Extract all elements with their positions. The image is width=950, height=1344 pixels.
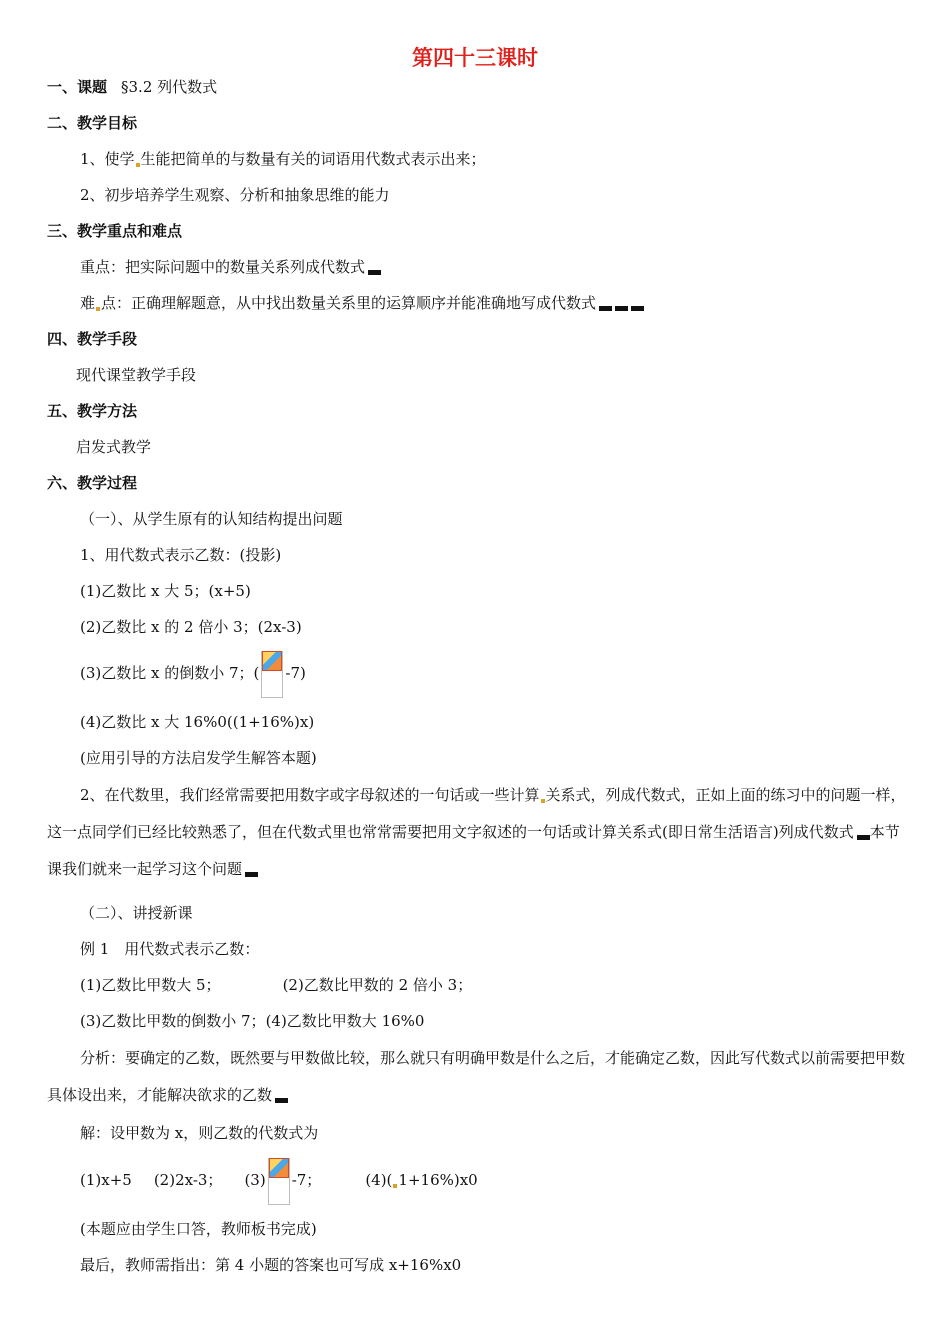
- example-1-row-1: [80, 974, 472, 996]
- goal-1-text-a: 1、使学: [80, 150, 135, 168]
- example-1-item-2: (2)乙数比甲数的 2 倍小 3；: [282, 976, 473, 994]
- section-heading-key-points: 三、教学重点和难点: [47, 222, 183, 240]
- mark-dot: [136, 163, 140, 167]
- question-1-item-4: (4)乙数比 x 大 16%0((1+16%)x): [80, 713, 315, 731]
- fraction-image-icon: [268, 1158, 290, 1205]
- question-1-item-1: (1)乙数比 x 大 5；(x+5): [80, 582, 251, 600]
- section-heading-method: 五、教学方法: [47, 402, 138, 420]
- analysis-paragraph: [47, 1040, 907, 1114]
- answer-4-text-a: (4)(: [365, 1171, 393, 1189]
- section-heading-goals: 二、教学目标: [47, 114, 138, 132]
- answer-4-text-b: 1+16%)x0: [398, 1171, 478, 1189]
- key-point-text: 重点：把实际问题中的数量关系列成代数式: [80, 258, 366, 276]
- teaching-method: 启发式教学: [76, 438, 152, 456]
- question-1-item-3-text-b: -7): [285, 664, 306, 682]
- paragraph-2-text-c: 本节课我们就来一起学习这个问题: [47, 823, 900, 878]
- paragraph-2: [47, 777, 907, 888]
- goal-1: [80, 148, 486, 170]
- mark-dot: [96, 307, 100, 311]
- mark-block: [857, 833, 870, 840]
- question-1-item-3: [80, 650, 306, 698]
- difficult-point-text-b: 点：正确理解题意，从中找出数量关系里的运算顺序并能准确地写成代数式: [101, 294, 597, 312]
- mark-block: [245, 870, 258, 877]
- process-part-1: （一）、从学生原有的认知结构提出问题: [80, 510, 343, 528]
- answer-1: (1)x+5: [80, 1171, 132, 1189]
- process-part-2: （二）、讲授新课: [80, 904, 193, 922]
- final-remark: 最后，教师需指出：第 4 小题的答案也可写成 x+16%x0: [80, 1256, 462, 1274]
- paragraph-2-text-b: 关系式，列成代数式，正如上面的练习中的问题一样，这一点同学们已经比较熟悉了，但在代数式里也常常需要把用文字叙述的一句话或计算关系式(即日常生活语言)列成代数式: [47, 786, 906, 841]
- difficult-point-text-a: 难: [80, 294, 96, 312]
- analysis-text: 分析：要确定的乙数，既然要与甲数做比较，那么就只有明确甲数是什么之后，才能确定乙数，因此写代数式以前需要把甲数具体设出来，才能解决欲求的乙数: [47, 1049, 906, 1104]
- difficult-point: [80, 292, 644, 314]
- example-1: 例 1 用代数式表示乙数：: [80, 940, 260, 958]
- mark-block: [275, 1096, 288, 1103]
- teaching-means: 现代课堂教学手段: [76, 366, 197, 384]
- topic-label: §3.2 列代数式: [121, 78, 218, 96]
- section-heading-process: 六、教学过程: [47, 474, 138, 492]
- paragraph-2-text-a: 2、在代数里，我们经常需要把用数字或字母叙述的一句话或一些计算: [80, 786, 540, 804]
- mark-dot: [541, 799, 545, 803]
- example-1-item-4: (4)乙数比甲数大 16%0: [265, 1012, 425, 1030]
- answer-3-text-a: (3): [244, 1171, 266, 1189]
- solution-intro: 解：设甲数为 x，则乙数的代数式为: [80, 1124, 319, 1142]
- section-number: 一、课题: [47, 78, 108, 96]
- section-heading-topic: [47, 76, 217, 98]
- question-1-note: (应用引导的方法启发学生解答本题): [80, 749, 317, 767]
- goal-1-text-b: 生能把简单的与数量有关的词语用代数式表示出来；: [140, 150, 486, 168]
- section-heading-means: 四、教学手段: [47, 330, 138, 348]
- question-1-item-3-text-a: (3)乙数比 x 的倒数小 7；(: [80, 664, 260, 682]
- mark-dot: [393, 1184, 397, 1188]
- solution-note: (本题应由学生口答，教师板书完成): [80, 1220, 317, 1238]
- mark-block: [631, 304, 644, 311]
- answer-3-text-b: -7；: [291, 1171, 322, 1189]
- mark-block: [615, 304, 628, 311]
- example-1-row-2: [80, 1010, 424, 1032]
- mark-block: [368, 268, 381, 275]
- mark-block: [599, 304, 612, 311]
- answer-2: (2)2x-3；: [153, 1171, 223, 1189]
- solution-answers: [80, 1157, 478, 1205]
- fraction-image-icon: [261, 651, 283, 698]
- example-1-item-1: (1)乙数比甲数大 5；: [80, 976, 221, 994]
- example-1-item-3: (3)乙数比甲数的倒数小 7；: [80, 1012, 266, 1030]
- question-1: 1、用代数式表示乙数：(投影): [80, 546, 282, 564]
- question-1-item-2: (2)乙数比 x 的 2 倍小 3；(2x-3): [80, 618, 302, 636]
- page-title: 第四十三课时: [412, 46, 538, 70]
- goal-2: 2、初步培养学生观察、分析和抽象思维的能力: [80, 186, 390, 204]
- key-point: [80, 256, 381, 278]
